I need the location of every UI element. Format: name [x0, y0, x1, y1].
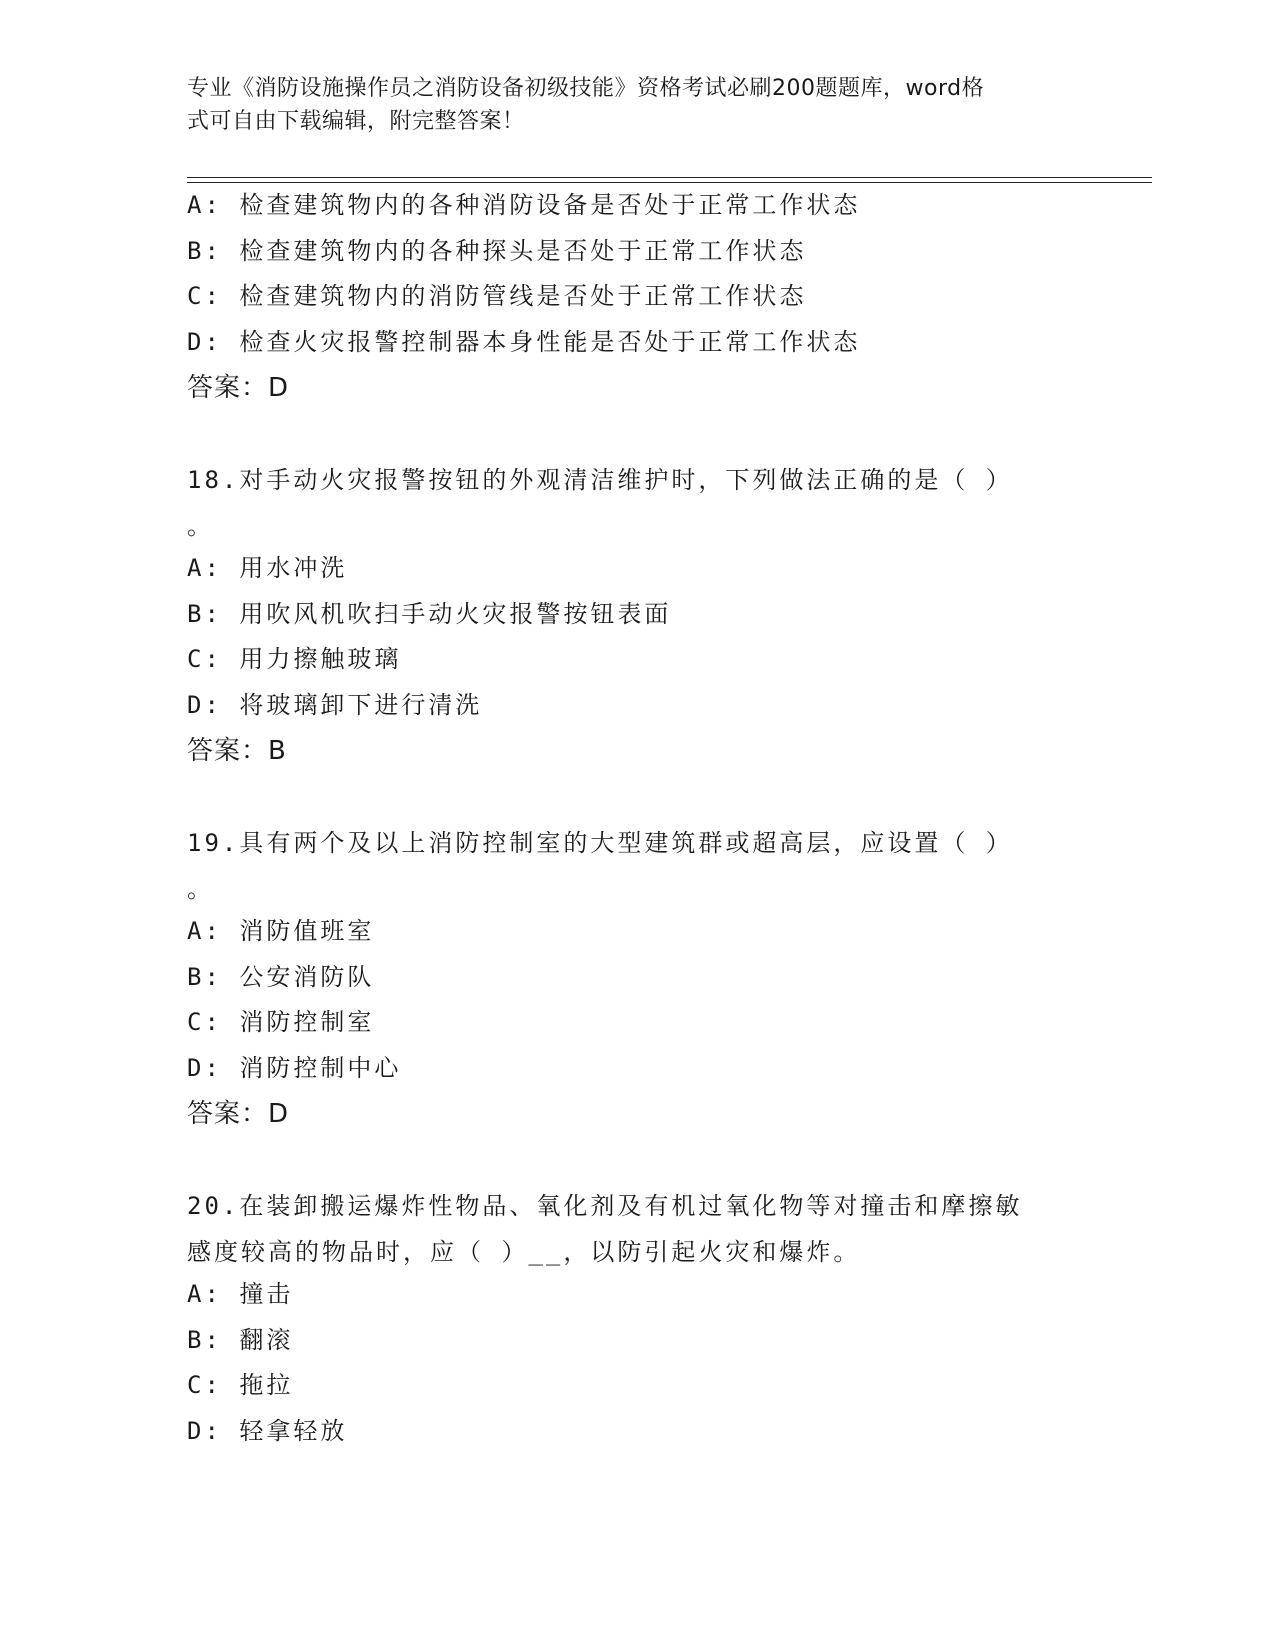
option-c: C: 检查建筑物内的消防管线是否处于正常工作状态	[187, 282, 807, 310]
question-19	[187, 820, 1087, 1130]
question-19-text-line-1: 19.具有两个及以上消防控制室的大型建筑群或超高层，应设置（ ）	[187, 829, 1013, 857]
option-a: A: 用水冲洗	[187, 554, 348, 582]
option-d: D: 消防控制中心	[187, 1053, 402, 1082]
option-d: D: 将玻璃卸下进行清洗	[187, 690, 483, 719]
question-17	[187, 190, 1087, 404]
option-c: C: 消防控制室	[187, 1008, 375, 1036]
option-a: A: 检查建筑物内的各种消防设备是否处于正常工作状态	[187, 191, 861, 219]
question-20	[187, 1183, 1087, 1446]
option-d: D: 检查火灾报警控制器本身性能是否处于正常工作状态	[187, 327, 861, 356]
question-17-answer: 答案：D	[187, 373, 290, 403]
question-17-options	[187, 190, 1087, 357]
question-18-options	[187, 553, 1087, 720]
question-18-answer: 答案：B	[187, 736, 287, 766]
question-20-text-line-1: 20.在装卸搬运爆炸性物品、氧化剂及有机过氧化物等对撞击和摩擦敏	[187, 1192, 1023, 1220]
question-19-options	[187, 916, 1087, 1083]
header-rule-top	[187, 177, 1152, 178]
option-d: D: 轻拿轻放	[187, 1416, 348, 1445]
header-line-2: 式可自由下载编辑，附完整答案！	[187, 109, 525, 134]
option-c: C: 拖拉	[187, 1371, 294, 1399]
option-a: A: 撞击	[187, 1280, 294, 1308]
option-b: B: 用吹风机吹扫手动火灾报警按钮表面	[187, 599, 672, 628]
option-a: A: 消防值班室	[187, 917, 375, 945]
option-c: C: 用力擦触玻璃	[187, 645, 402, 673]
document-header	[187, 72, 1067, 138]
header-line-1: 专业《消防设施操作员之消防设备初级技能》资格考试必刷200题题库，word格	[187, 76, 985, 101]
question-18	[187, 457, 1087, 767]
option-b: B: 翻滚	[187, 1325, 294, 1354]
question-20-options	[187, 1279, 1087, 1446]
option-b: B: 公安消防队	[187, 962, 375, 991]
question-18-text-line-2: 。	[187, 512, 214, 540]
question-18-text-line-1: 18.对手动火灾报警按钮的外观清洁维护时，下列做法正确的是（ ）	[187, 466, 1013, 494]
question-content	[187, 190, 1087, 1461]
header-rule-bottom	[187, 182, 1152, 183]
question-20-text-line-2: 感度较高的物品时，应（ ）__，以防引起火灾和爆炸。	[187, 1238, 861, 1266]
option-b: B: 检查建筑物内的各种探头是否处于正常工作状态	[187, 236, 807, 265]
question-19-text-line-2: 。	[187, 875, 214, 903]
question-19-answer: 答案：D	[187, 1099, 290, 1129]
